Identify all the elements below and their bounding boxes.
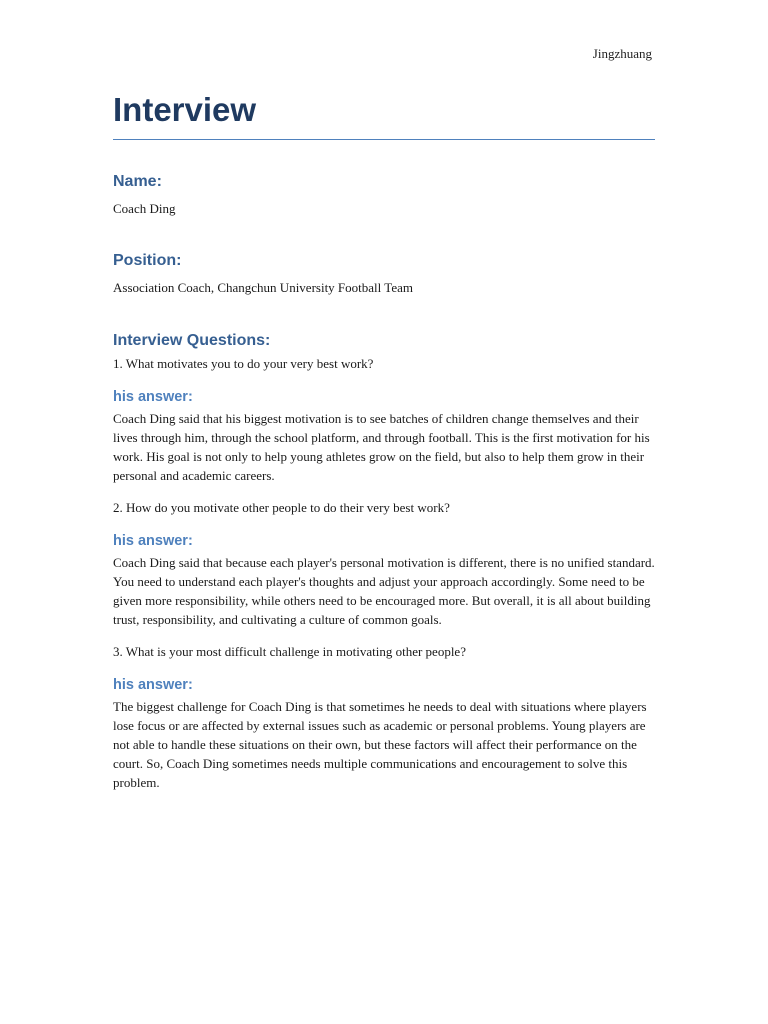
document-title: Interview (113, 88, 655, 140)
answer-3-heading: his answer: (113, 676, 193, 693)
answer-2: Coach Ding said that because each player's personal motivation is different, there is no unified standard. You need to understand each player's thoughts and adjust your approach accordingly. Some need to be given more responsibility, while others need to be encouraged more. But overall, it is all about building trust, responsibility, and cultivating a culture of common goals. (113, 554, 655, 628)
answer-3: The biggest challenge for Coach Ding is that sometimes he needs to deal with situations where players lose focus or are affected by external issues such as academic or personal problems. Young players are not able to handle these situations on their own, but these factors will affect their performance on the court. So, Coach Ding sometimes needs multiple communications and encouragement to solve this problem. (113, 698, 647, 791)
question-2: 2. How do you motivate other people to do their very best work? (113, 500, 450, 516)
position-heading: Position: (113, 252, 182, 270)
name-heading: Name: (113, 173, 162, 190)
answer-2-heading: his answer: (113, 532, 193, 549)
question-1: 1. What motivates you to do your very best work? (113, 356, 374, 372)
interview-questions-heading: Interview Questions: (113, 332, 271, 350)
document-body (113, 88, 655, 793)
answer-1-heading: his answer: (113, 388, 193, 405)
name-value: Coach Ding (113, 201, 176, 216)
position-value: Association Coach, Changchun University Football Team (113, 280, 413, 296)
answer-1: Coach Ding said that his biggest motivation is to see batches of children change themselves and their lives through him, through the school platform, and through football. This is the first motivation for his work. His goal is not only to help young athletes grow on the field, but also to help them grow in their personal and academic careers. (113, 410, 650, 484)
question-3: 3. What is your most difficult challenge in motivating other people? (113, 644, 466, 660)
author-header: Jingzhuang (592, 46, 652, 61)
